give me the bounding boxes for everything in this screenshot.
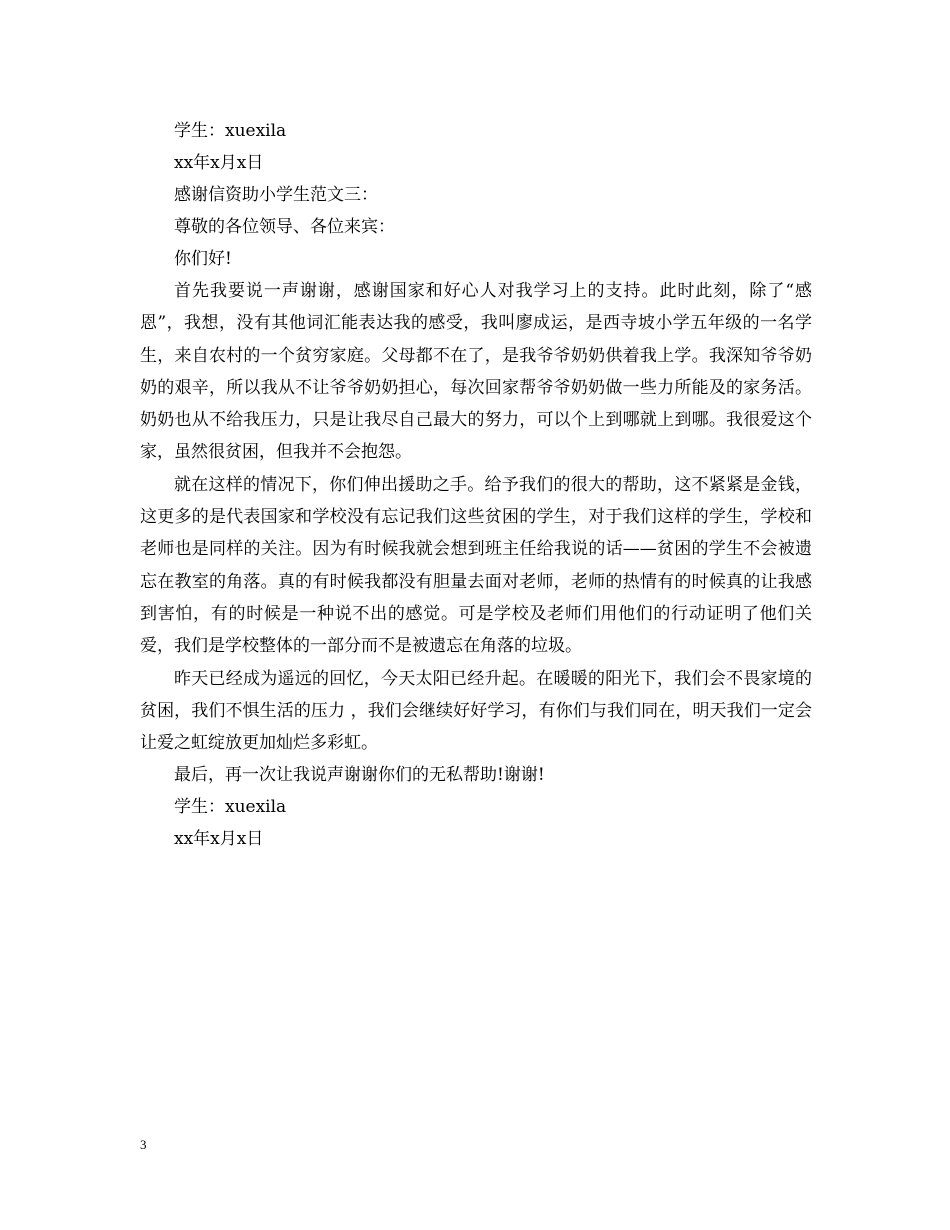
date-line: xx年x月x日 — [174, 153, 264, 173]
signature-line-bottom: 学生：xuexila — [174, 797, 287, 818]
section-title: 感谢信资助小学生范文三： — [174, 185, 378, 205]
signature-line: 学生：xuexila — [174, 121, 287, 141]
date-line-bottom: xx年x月x日 — [174, 829, 264, 850]
closing-line: 最后，再一次让我说声谢谢你们的无私帮助!谢谢! — [174, 765, 545, 786]
page-number: 3 — [140, 1137, 147, 1152]
salutation: 尊敬的各位领导、各位来宾： — [174, 217, 395, 237]
body-paragraph-1: 首先我要说一声谢谢，感谢国家和好心人对我学习上的支持。此时此刻，除了“感恩”，我想，没有其他词汇能表达我的感受，我叫廖成运，是西寺坡小学五年级的一名学生，来自农村的一个贫穷家庭。父母都不在了，是我爷爷奶奶供着我上学。我深知爷爷奶奶的艰辛，所以我从不让爷爷奶奶担心，每次回家帮爷爷奶奶做一些力所能及的家务活。奶奶也从不给我压力，只是让我尽自己最大的努力，可以个上到哪就上到哪。我很爱这个家，虽然很贫困，但我并不会抱怨。 — [140, 281, 812, 463]
body-paragraph-2: 就在这样的情况下，你们伸出援助之手。给予我们的很大的帮助，这不紧紧是金钱，这更多的是代表国家和学校没有忘记我们这些贫困的学生，对于我们这样的学生，学校和老师也是同样的关注。因为有时候我就会想到班主任给我说的话——贫困的学生不会被遗忘在教室的角落。真的有时候我都没有胆量去面对老师，老师的热情有的时候真的让我感到害怕，有的时候是一种说不出的感觉。可是学校及老师们用他们的行动证明了他们关爱，我们是学校整体的一部分而不是被遗忘在角落的垃圾。 — [140, 474, 812, 657]
document-body — [140, 115, 812, 855]
body-paragraph-3: 昨天已经成为遥远的回忆，今天太阳已经升起。在暖暖的阳光下，我们会不畏家境的贫困，我们不惧生活的压力 ，我们会继续好好学习，有你们与我们同在，明天我们一定会让爱之虹绽放更加灿烂多彩虹。 — [140, 668, 812, 754]
greeting: 你们好! — [174, 249, 232, 269]
